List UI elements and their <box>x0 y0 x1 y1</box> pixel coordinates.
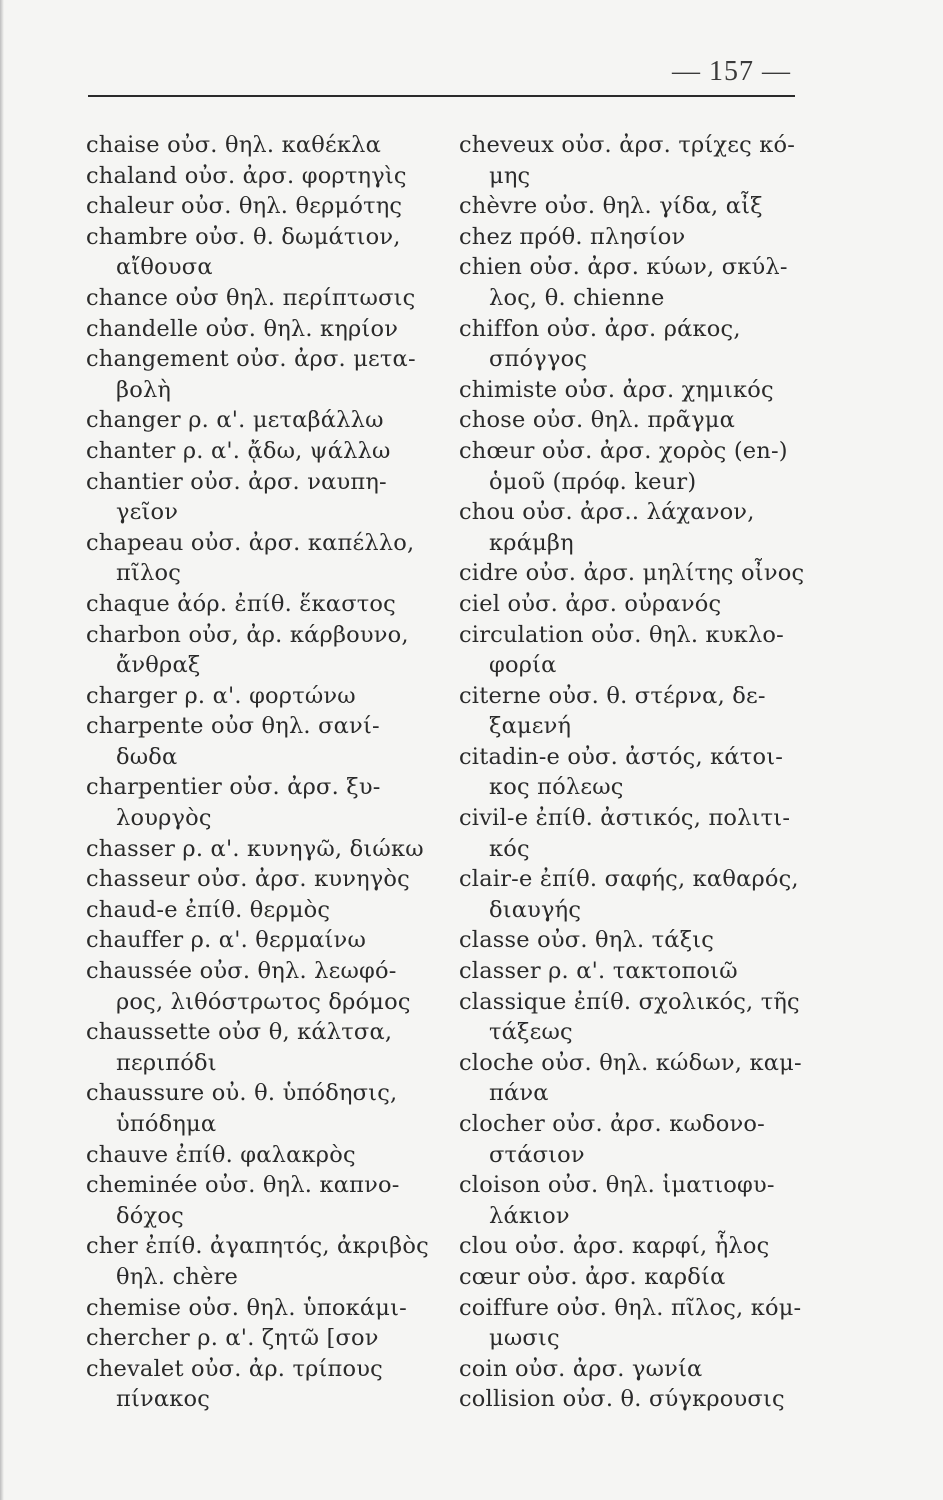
dictionary-entry-line: chevalet οὐσ. ἀρ. τρίπους <box>86 1355 383 1382</box>
entry-continuation-line: ὑπόδημα <box>116 1111 217 1137</box>
dictionary-entry-line: clocher οὐσ. ἀρσ. κωδονο- <box>459 1111 765 1137</box>
dictionary-entry-line: cheminée οὐσ. θηλ. καπνο- <box>86 1172 400 1199</box>
dictionary-entry-line: chaud-e ἐπίθ. θερμὸς <box>86 896 331 923</box>
entry-continuation-line: ἄνθραξ <box>116 652 201 679</box>
right-column <box>459 130 819 1415</box>
dictionary-entry-line: chaise οὐσ. θηλ. καθέκλα <box>86 132 381 158</box>
dictionary-entry-line: cloison οὐσ. θηλ. ἱματιοφυ- <box>459 1172 775 1199</box>
dictionary-entry-line: circulation οὐσ. θηλ. κυκλο- <box>459 621 784 648</box>
dictionary-entry-line: chercher ρ. α'. ζητῶ [σον <box>86 1325 379 1352</box>
dictionary-entry-line: chose οὐσ. θηλ. πρᾶγμα <box>459 407 736 434</box>
dictionary-entry-line: chandelle οὐσ. θηλ. κηρίον <box>86 315 399 342</box>
dictionary-entry-line: chambre οὐσ. θ. δωμάτιον, <box>86 223 401 250</box>
page-number: — 157 — <box>672 56 791 87</box>
dictionary-entry-line: classer ρ. α'. τακτοποιῶ <box>459 958 738 985</box>
dictionary-entry-line: charger ρ. α'. φορτώνω <box>86 682 356 709</box>
entry-continuation-line: σπόγγος <box>489 346 588 373</box>
entry-continuation-line: ρος, λιθόστρωτος δρόμος <box>116 988 411 1015</box>
dictionary-entry-line: chez πρόθ. πλησίον <box>459 223 686 250</box>
dictionary-entry-line: cher ἐπίθ. ἀγαπητός, ἀκριβὸς <box>86 1233 429 1260</box>
dictionary-entry-line: chasseur οὐσ. ἀρσ. κυνηγὸς <box>86 866 410 893</box>
entry-continuation-line: στάσιον <box>489 1141 585 1168</box>
entry-continuation-line: λουργὸς <box>116 805 212 832</box>
entry-continuation-line: πίνακος <box>116 1386 211 1413</box>
entry-continuation-line: κος πόλεως <box>489 774 624 801</box>
dictionary-entry-line: coin οὐσ. ἀρσ. γωνία <box>459 1355 703 1382</box>
entry-continuation-line: ξαμενή <box>489 713 572 740</box>
entry-continuation-line: μωσις <box>489 1325 560 1352</box>
left-column <box>86 130 436 1415</box>
dictionary-entry-line: chantier οὐσ. ἀρσ. ναυπη- <box>86 468 387 495</box>
entry-continuation-line: πάνα <box>489 1080 549 1107</box>
dictionary-entry-line: chanter ρ. α'. ᾄδω, ψάλλω <box>86 437 391 464</box>
dictionary-entry-line: chaussure οὐ. θ. ὑπόδησις, <box>86 1080 398 1107</box>
dictionary-entry-line: chou οὐσ. ἀρσ.. λάχανον, <box>459 499 755 526</box>
dictionary-entry-line: cœur οὐσ. ἀρσ. καρδία <box>459 1263 726 1290</box>
dictionary-entry-line: charpentier οὐσ. ἀρσ. ξυ- <box>86 774 381 801</box>
dictionary-entry-line: classe οὐσ. θηλ. τάξις <box>459 927 715 954</box>
dictionary-entry-line: collision οὐσ. θ. σύγκρουσις <box>459 1386 785 1413</box>
dictionary-entry-line: clou οὐσ. ἀρσ. καρφί, ἧλος <box>459 1233 770 1260</box>
entry-continuation-line: βολὴ <box>116 376 172 403</box>
page-edge-shadow <box>0 0 4 1500</box>
dictionary-entry-line: charbon οὐσ, ἀρ. κάρβουνο, <box>86 621 409 648</box>
entry-continuation-line: λάκιον <box>489 1202 570 1229</box>
dictionary-entry-line: chaque ἀόρ. ἐπίθ. ἕκαστος <box>86 590 396 617</box>
dictionary-entry-line: chien οὐσ. ἀρσ. κύων, σκύλ- <box>459 254 788 281</box>
entry-continuation-line: κράμβη <box>489 529 574 556</box>
dictionary-entry-line: chaussée οὐσ. θηλ. λεωφό- <box>86 958 397 985</box>
entry-continuation-line: ὁμοῦ (πρόφ. keur) <box>489 468 697 495</box>
entry-continuation-line: λος, θ. chienne <box>489 284 665 311</box>
dictionary-entry-line: ciel οὐσ. ἀρσ. οὐρανός <box>459 590 722 617</box>
entry-continuation-line: γεῖον <box>116 499 179 526</box>
entry-continuation-line: πῖλος <box>116 560 182 587</box>
entry-continuation-line: μης <box>489 162 531 189</box>
dictionary-entry-line: chaland οὐσ. ἀρσ. φορτηγὶς <box>86 162 407 189</box>
entry-continuation-line: κός <box>489 835 530 862</box>
dictionary-entry-line: chapeau οὐσ. ἀρσ. καπέλλο, <box>86 529 415 556</box>
dictionary-entry-line: cheveux οὐσ. ἀρσ. τρίχες κό- <box>459 132 796 158</box>
dictionary-entry-line: citerne οὐσ. θ. στέρνα, δε- <box>459 682 766 709</box>
entry-continuation-line: δόχος <box>116 1202 184 1229</box>
entry-continuation-line: αἴθουσα <box>116 254 213 281</box>
dictionary-entry-line: citadin-e οὐσ. ἀστός, κάτοι- <box>459 743 784 770</box>
entry-continuation-line: θηλ. chère <box>116 1263 239 1290</box>
dictionary-entry-line: chèvre οὐσ. θηλ. γίδα, αἶξ <box>459 193 763 220</box>
dictionary-entry-line: chauffer ρ. α'. θερμαίνω <box>86 927 366 954</box>
dictionary-entry-line: changer ρ. α'. μεταβάλλω <box>86 407 384 434</box>
dictionary-entry-line: classique ἐπίθ. σχολικός, τῆς <box>459 988 800 1015</box>
dictionary-entry-line: chaussette οὐσ θ, κάλτσα, <box>86 1019 393 1046</box>
dictionary-entry-line: civil-e ἐπίθ. ἀστικός, πολιτι- <box>459 805 791 832</box>
entry-continuation-line: περιπόδι <box>116 1049 217 1076</box>
dictionary-entry-line: chemise οὐσ. θηλ. ὑποκάμι- <box>86 1294 407 1321</box>
dictionary-entry-line: clair-e ἐπίθ. σαφής, καθαρός, <box>459 866 799 893</box>
dictionary-entry-line: chasser ρ. α'. κυνηγῶ, διώκω <box>86 835 424 862</box>
entry-continuation-line: δωδα <box>116 743 178 770</box>
dictionary-entry-line: chauve ἐπίθ. φαλακρὸς <box>86 1141 356 1168</box>
entry-continuation-line: φορία <box>489 652 557 679</box>
dictionary-entry-line: chimiste οὐσ. ἀρσ. χημικός <box>459 376 774 403</box>
dictionary-entry-line: cloche οὐσ. θηλ. κώδων, καμ- <box>459 1049 802 1076</box>
dictionary-entry-line: chiffon οὐσ. ἀρσ. ράκος, <box>459 315 741 342</box>
dictionary-entry-line: changement οὐσ. ἀρσ. μετα- <box>86 346 416 373</box>
dictionary-entry-line: chance οὐσ θηλ. περίπτωσις <box>86 284 416 311</box>
entry-continuation-line: τάξεως <box>489 1019 573 1046</box>
dictionary-entry-line: charpente οὐσ θηλ. σανί- <box>86 713 380 740</box>
dictionary-entry-line: cidre οὐσ. ἀρσ. μηλίτης οἶνος <box>459 560 805 587</box>
dictionary-entry-line: coiffure οὐσ. θηλ. πῖλος, κόμ- <box>459 1294 802 1321</box>
header-rule <box>88 95 795 97</box>
dictionary-entry-line: chœur οὐσ. ἀρσ. χορὸς (en-) <box>459 437 788 464</box>
entry-continuation-line: διαυγής <box>489 896 582 923</box>
dictionary-entry-line: chaleur οὐσ. θηλ. θερμότης <box>86 193 403 220</box>
